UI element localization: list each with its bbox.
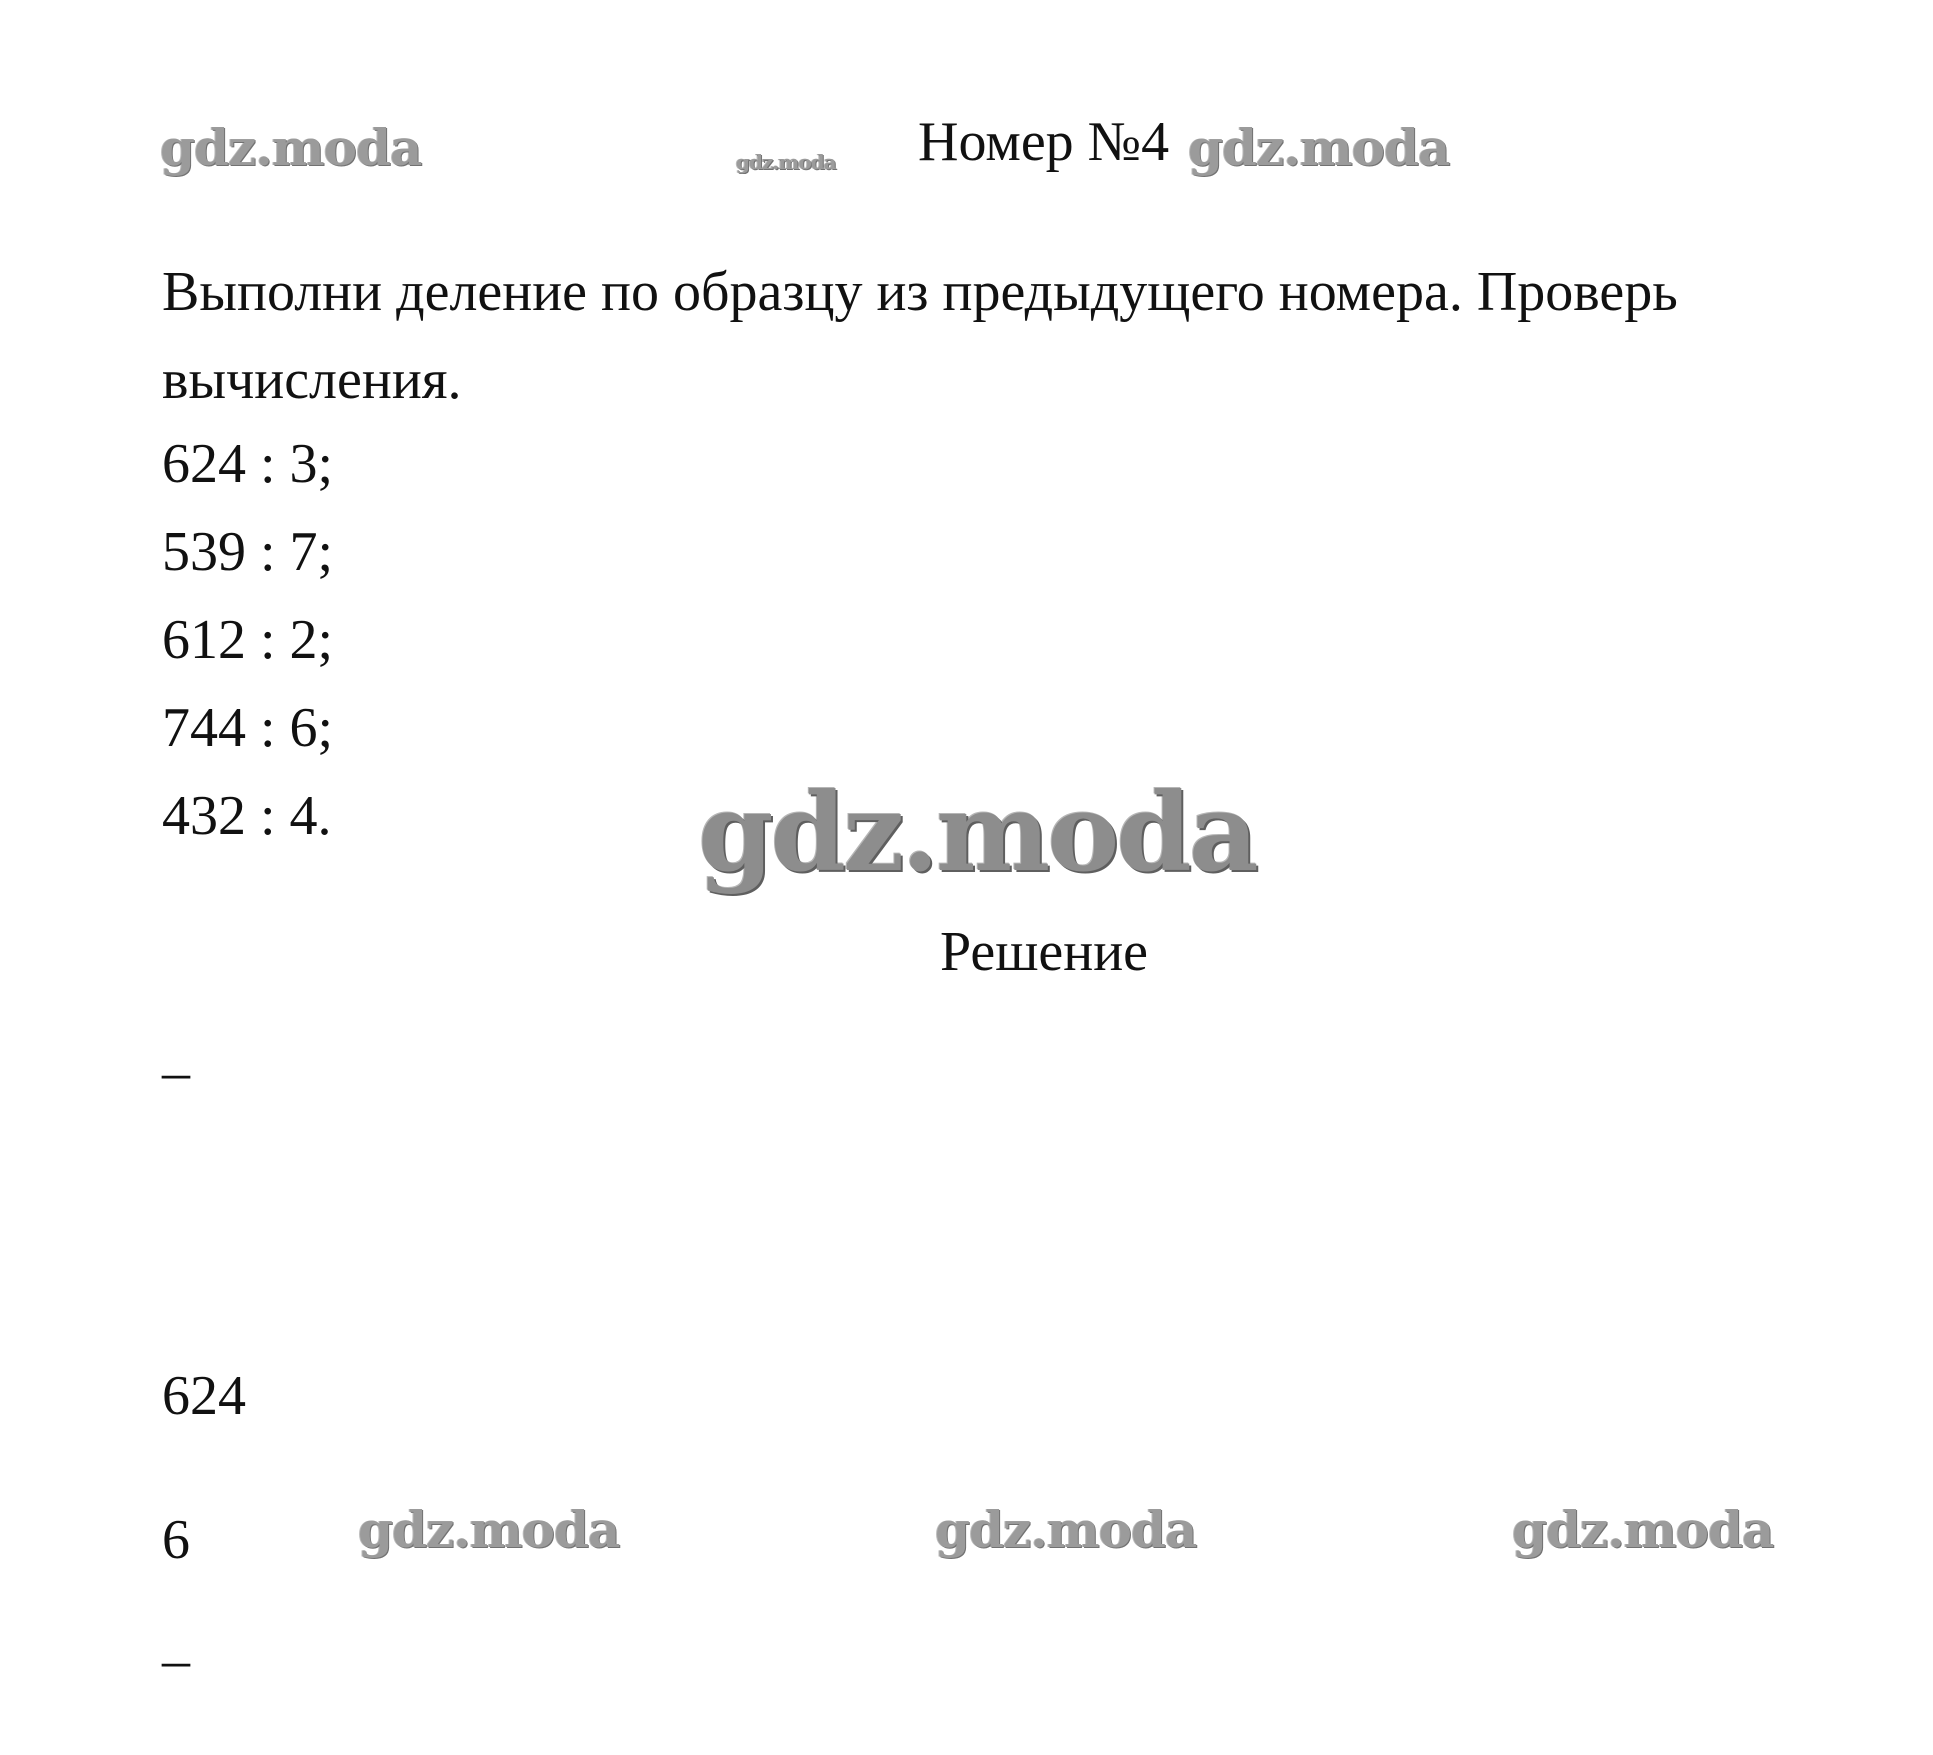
watermark-logo: gdz.moda bbox=[358, 1500, 620, 1559]
solution-line: – bbox=[162, 1041, 190, 1103]
solution-heading: Решение bbox=[940, 921, 1149, 983]
expression-item: 612 : 2; bbox=[162, 609, 334, 671]
expression-item: 432 : 4. bbox=[162, 785, 332, 847]
solution-line: – bbox=[162, 1629, 190, 1691]
solution-line: 6 bbox=[162, 1509, 190, 1571]
watermark-logo: gdz.moda bbox=[1188, 118, 1450, 177]
expression-list bbox=[162, 420, 333, 860]
expression-item: 539 : 7; bbox=[162, 521, 334, 583]
watermark-logo: gdz.moda bbox=[1512, 1500, 1774, 1559]
expression-item: 624 : 3; bbox=[162, 433, 334, 495]
task-text: Выполни деление по образцу из предыдущего номера. Проверь вычисления. bbox=[162, 261, 1678, 411]
solution-line: 624 bbox=[162, 1365, 246, 1427]
watermark-logo: gdz.moda bbox=[160, 118, 422, 177]
watermark-logo: gdz.moda bbox=[736, 150, 836, 174]
expression-item: 744 : 6; bbox=[162, 697, 334, 759]
page-title: Номер №4 bbox=[918, 111, 1170, 173]
watermark-logo: gdz.moda bbox=[935, 1500, 1197, 1559]
watermark-logo: gdz.moda bbox=[698, 770, 1256, 896]
